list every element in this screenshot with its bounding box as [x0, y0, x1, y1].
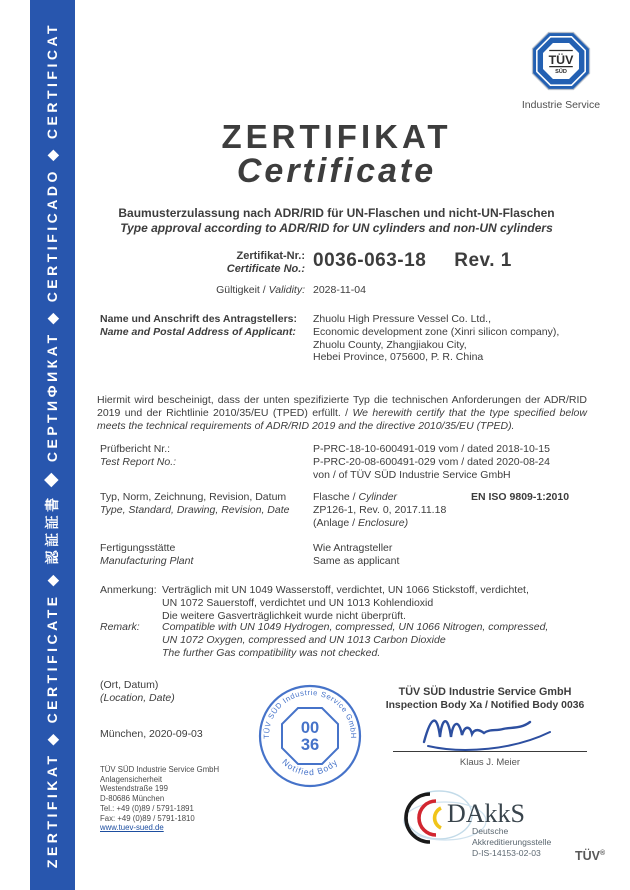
testreport-values: [313, 443, 591, 481]
remark-line-de: Die weitere Gasverträglichkeit wurde nicht überprüft.: [162, 609, 406, 622]
plant-values: [313, 542, 591, 568]
dakks-logo: [403, 786, 578, 862]
testreport-label-en: Test Report No.:: [100, 455, 177, 468]
signature-icon: [418, 708, 568, 752]
stamp-arc-bottom-text: Notified Body: [280, 756, 340, 778]
applicant-label-en: Name and Postal Address of Applicant:: [100, 325, 296, 338]
remark-label-en: Remark:: [100, 621, 140, 633]
remark-line-en: Compatible with UN 1049 Hydrogen, compressed, UN 1066 Nitrogen, compressed,: [162, 621, 549, 633]
signer-name: Klaus J. Meier: [459, 757, 521, 768]
stamp-number-top: 00: [300, 719, 320, 737]
stamp-number-bottom: 36: [300, 736, 320, 754]
place-date-label: [100, 679, 175, 705]
type-value-line2: ZP126-1, Rev. 0, 2017.11.18: [313, 503, 447, 516]
tuv-sud-logo: [518, 30, 604, 111]
type-value1-en: Cylinder: [358, 491, 398, 503]
tuev-sued-link[interactable]: www.tuev-sued.de: [100, 823, 164, 833]
applicant-line: Economic development zone (Xinri silicon company),: [313, 325, 560, 338]
testreport-line: von / of TÜV SÜD Industrie Service GmbH: [313, 468, 511, 481]
type-value-line1: [313, 491, 463, 504]
remark-label-de: Anmerkung:: [100, 584, 157, 596]
tuv-octagon-icon: [530, 30, 592, 92]
type-label-en: Type, Standard, Drawing, Revision, Date: [100, 503, 290, 516]
remark-en: [162, 621, 590, 659]
place-date-label-de: (Ort, Datum): [100, 679, 159, 691]
plant-label: [100, 542, 310, 568]
issuer-name: TÜV SÜD Industrie Service GmbH: [398, 686, 572, 698]
applicant-line: Hebei Province, 075600, P. R. China: [313, 351, 484, 364]
validity-value: 2028-11-04: [313, 284, 366, 296]
sidebar-languages-text: ZERTIFIKAT ◆ CERTIFICATE ◆ 認証証書 ◆ СЕРТИФИКАТ ◆ CERTIFICADO ◆ CERTIFICAT: [44, 21, 60, 869]
type-label-de: Typ, Norm, Zeichnung, Revision, Datum: [100, 491, 287, 503]
plant-value-en: Same as applicant: [313, 554, 400, 567]
testreport-line: P-PRC-20-08-600491-029 vom / dated 2020-08-24: [313, 455, 550, 468]
footer-line: Westendstraße 199: [100, 784, 168, 794]
testreport-label: [100, 443, 310, 469]
applicant-line: Zhuolu County, Zhangjiakou City,: [313, 338, 467, 351]
approval-subtitle: [63, 206, 610, 235]
type-value3-en: Enclosure): [357, 516, 409, 529]
applicant-address: [313, 313, 591, 364]
subtitle-de: Baumusterzulassung nach ADR/RID für UN-Flaschen und nicht-UN-Flaschen: [118, 206, 555, 220]
statement-en: We herewith certify that the type specified below meets the technical requirements of ADR/RID 2019 and the directive 2010/35/EU (TPED).: [97, 406, 587, 432]
certno-label-en: Certificate No.:: [226, 262, 305, 275]
certno-value-row: [313, 250, 512, 272]
page-title-de: ZERTIFIKAT: [221, 118, 452, 155]
certification-statement: [97, 394, 587, 433]
logo-subtitle: Industrie Service: [521, 99, 601, 111]
applicant-label-de: Name und Anschrift des Antragstellers:: [100, 313, 298, 325]
type-value3-de: (Anlage /: [313, 516, 358, 529]
type-value1-de: Flasche /: [313, 491, 359, 503]
validity-label-de: Gültigkeit /: [216, 284, 269, 296]
plant-label-en: Manufacturing Plant: [100, 554, 194, 567]
subtitle-en: Type approval according to ADR/RID for UN cylinders and non-UN cylinders: [120, 220, 553, 235]
type-value-line3: [313, 517, 463, 530]
plant-value-de: Wie Antragsteller: [313, 542, 393, 554]
dakks-line3: D-IS-14153-02-03: [472, 848, 541, 858]
tuv-registered-mark: [575, 849, 605, 863]
footer-address: [100, 765, 219, 833]
stamp-arc-top-text: TÜV SÜD Industrie Service GmbH: [261, 687, 359, 739]
certno-value: 0036-063-18: [313, 250, 427, 271]
logo-tuv-text: TÜV: [548, 53, 574, 68]
remark-de: [162, 584, 590, 622]
statement-de: Hiermit wird bescheinigt, dass der unten spezifizierte Typ die technischen Anforderungen der ADR/RID 2019 und der Richtlinie 2010/35/EU (TPED) erfüllt. /: [97, 393, 587, 419]
tuv-mark-text: TÜV: [575, 849, 600, 863]
remark-line-de: UN 1072 Sauerstoff, verdichtet und UN 1013 Kohlendioxid: [162, 596, 434, 609]
place-date-label-en: (Location, Date): [100, 691, 175, 704]
footer-line: TÜV SÜD Industrie Service GmbH: [100, 765, 220, 774]
footer-line: D-80686 München: [100, 794, 165, 804]
standard-value: EN ISO 9809-1:2010: [471, 491, 570, 503]
validity-label-en: Validity:: [268, 284, 305, 296]
certno-label-de: Zertifikat-Nr.:: [236, 250, 305, 262]
certno-rev: Rev. 1: [454, 250, 512, 271]
validity-label: [100, 284, 305, 297]
remark-line-de: Verträglich mit UN 1049 Wasserstoff, verdichtet, UN 1066 Stickstoff, verdichtet,: [162, 584, 529, 596]
testreport-label-de: Prüfbericht Nr.:: [100, 443, 171, 455]
type-label: [100, 491, 310, 517]
footer-line: Tel.: +49 (0)89 / 5791-1891: [100, 803, 194, 813]
registered-icon: ®: [600, 849, 606, 857]
logo-sud-text: SÜD: [555, 68, 567, 75]
dakks-line2: Akkreditierungsstelle: [472, 837, 552, 847]
issuer-body: Inspection Body Xa / Notified Body 0036: [385, 700, 585, 711]
page-title-en: Certificate: [236, 152, 437, 190]
remark-line-en: UN 1072 Oxygen, compressed and UN 1013 Carbon Dioxide: [162, 633, 446, 646]
remark-line-en: The further Gas compatibility was not checked.: [162, 646, 381, 659]
type-values: [313, 491, 463, 529]
place-date-value: München, 2020-09-03: [100, 728, 203, 740]
footer-line: Fax: +49 (0)89 / 5791-1810: [100, 813, 195, 823]
signature-line: [393, 751, 587, 752]
dakks-line1: Deutsche: [472, 826, 509, 836]
applicant-label: [100, 313, 310, 339]
dakks-wordmark: DAkkS: [447, 799, 526, 828]
certno-label: [100, 250, 305, 276]
plant-label-de: Fertigungsstätte: [100, 542, 176, 554]
footer-line: Anlagensicherheit: [100, 774, 162, 784]
notified-body-stamp: [257, 683, 363, 789]
applicant-line: Zhuolu High Pressure Vessel Co. Ltd.,: [313, 313, 492, 325]
testreport-line: P-PRC-18-10-600491-019 vom / dated 2018-10-15: [313, 443, 550, 455]
